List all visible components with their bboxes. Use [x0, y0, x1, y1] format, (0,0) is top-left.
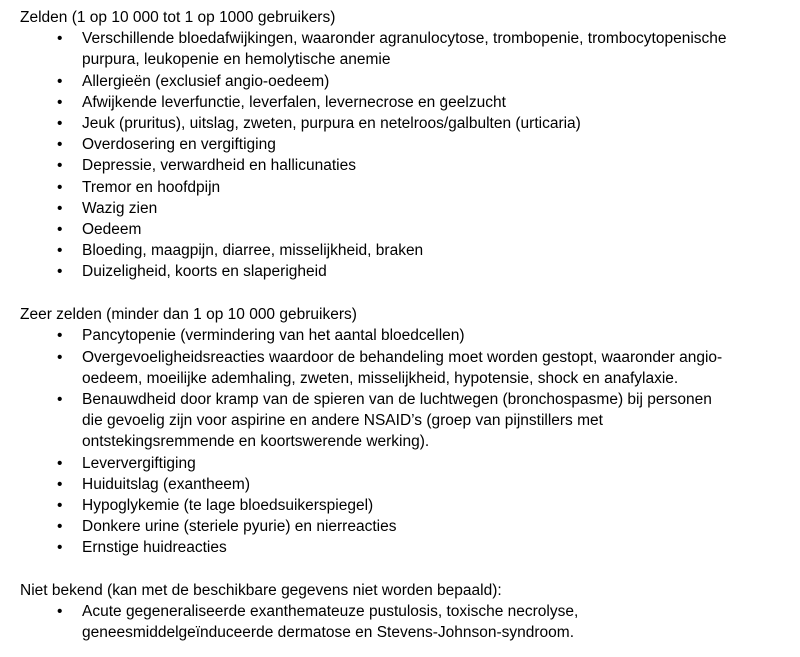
bullet-icon: •	[57, 539, 63, 557]
bullet-icon: •	[57, 327, 63, 345]
bullet-icon: •	[57, 199, 63, 217]
list-item	[20, 155, 732, 176]
list-item	[20, 495, 732, 516]
list-item	[20, 261, 732, 282]
bullet-icon: •	[57, 518, 63, 536]
bullet-icon: •	[57, 242, 63, 260]
bullet-icon: •	[57, 348, 63, 366]
list-item	[20, 71, 732, 92]
list-item	[20, 389, 732, 453]
list-item	[20, 219, 732, 240]
bullet-icon: •	[57, 475, 63, 493]
list-item	[20, 453, 732, 474]
list-item-text: Duizeligheid, koorts en slaperigheid	[82, 263, 327, 281]
section-unknown	[20, 580, 800, 644]
bullet-icon: •	[57, 178, 63, 196]
section-spacer	[20, 559, 800, 581]
bullet-icon: •	[57, 136, 63, 154]
section-heading: Zelden (1 op 10 000 tot 1 op 1000 gebruikers)	[20, 9, 336, 26]
bullet-icon: •	[57, 30, 63, 48]
bullet-icon: •	[57, 390, 63, 408]
list-item	[20, 113, 732, 134]
section-heading: Niet bekend (kan met de beschikbare gegevens niet worden bepaald):	[20, 582, 502, 600]
list-item-text: Overdosering en vergiftiging	[82, 136, 276, 154]
list-item-text: Overgevoeligheidsreacties waardoor de behandeling moet worden gestopt, waaronder angio-oedeem, moeilijke ademhaling, zweten, misselijkheid, hypotensie, shock en anafylaxie.	[82, 348, 723, 387]
list-item-text: Ernstige huidreacties	[82, 539, 227, 557]
list-item-text: Pancytopenie (vermindering van het aantal bloedcellen)	[82, 327, 465, 345]
bullet-list	[20, 325, 800, 558]
list-item	[20, 134, 732, 155]
bullet-icon: •	[57, 72, 63, 90]
list-item	[20, 325, 732, 346]
list-item-text: Afwijkende leverfunctie, leverfalen, levernecrose en geelzucht	[82, 93, 506, 111]
bullet-icon: •	[57, 93, 63, 111]
list-item	[20, 177, 732, 198]
list-item-text: Allergieën (exclusief angio-oedeem)	[82, 72, 330, 90]
bullet-icon: •	[57, 221, 63, 239]
bullet-icon: •	[57, 496, 63, 514]
list-item-text: Huiduitslag (exantheem)	[82, 475, 251, 493]
list-item	[20, 240, 732, 261]
list-item-text: Leververgiftiging	[82, 454, 196, 472]
list-item-text: Verschillende bloedafwijkingen, waaronder agranulocytose, trombopenie, trombocytopenische purpura, leukopenie en hemolytische anemie	[82, 30, 727, 69]
list-item	[20, 92, 732, 113]
section-heading: Zeer zelden (minder dan 1 op 10 000 gebruikers)	[20, 306, 357, 324]
list-item-text: Donkere urine (steriele pyurie) en nierreacties	[82, 518, 397, 536]
bullet-list	[20, 28, 800, 282]
section-very-rare	[20, 304, 800, 558]
section-spacer	[20, 283, 800, 305]
list-item-text: Benauwdheid door kramp van de spieren van de luchtwegen (bronchospasme) bij personen die gevoelig zijn voor aspirine en andere NSAID’s (groep van pijnstillers met ontstekingsremmende en koortswerende werking).	[82, 390, 712, 451]
list-item	[20, 601, 732, 643]
list-item-text: Hypoglykemie (te lage bloedsuikerspiegel)	[82, 496, 374, 514]
list-item-text: Wazig zien	[82, 199, 158, 217]
section-rare	[20, 7, 800, 283]
list-item	[20, 347, 732, 389]
list-item	[20, 198, 732, 219]
list-item-text: Oedeem	[82, 221, 142, 239]
bullet-icon: •	[57, 115, 63, 133]
bullet-icon: •	[57, 603, 63, 621]
list-item	[20, 516, 732, 537]
list-item	[20, 537, 732, 558]
list-item-text: Jeuk (pruritus), uitslag, zweten, purpura en netelroos/galbulten (urticaria)	[82, 115, 581, 133]
bullet-list	[20, 601, 800, 643]
bullet-icon: •	[57, 454, 63, 472]
bullet-icon: •	[57, 263, 63, 281]
list-item	[20, 28, 732, 70]
list-item-text: Bloeding, maagpijn, diarree, misselijkheid, braken	[82, 242, 424, 260]
bullet-icon: •	[57, 157, 63, 175]
list-item	[20, 474, 732, 495]
list-item-text: Depressie, verwardheid en hallicunaties	[82, 157, 356, 175]
list-item-text: Acute gegeneraliseerde exanthemateuze pustulosis, toxische necrolyse, geneesmiddelgeïnduceerde dermatose en Stevens-Johnson-syndroom.	[82, 603, 579, 642]
list-item-text: Tremor en hoofdpijn	[82, 178, 221, 196]
